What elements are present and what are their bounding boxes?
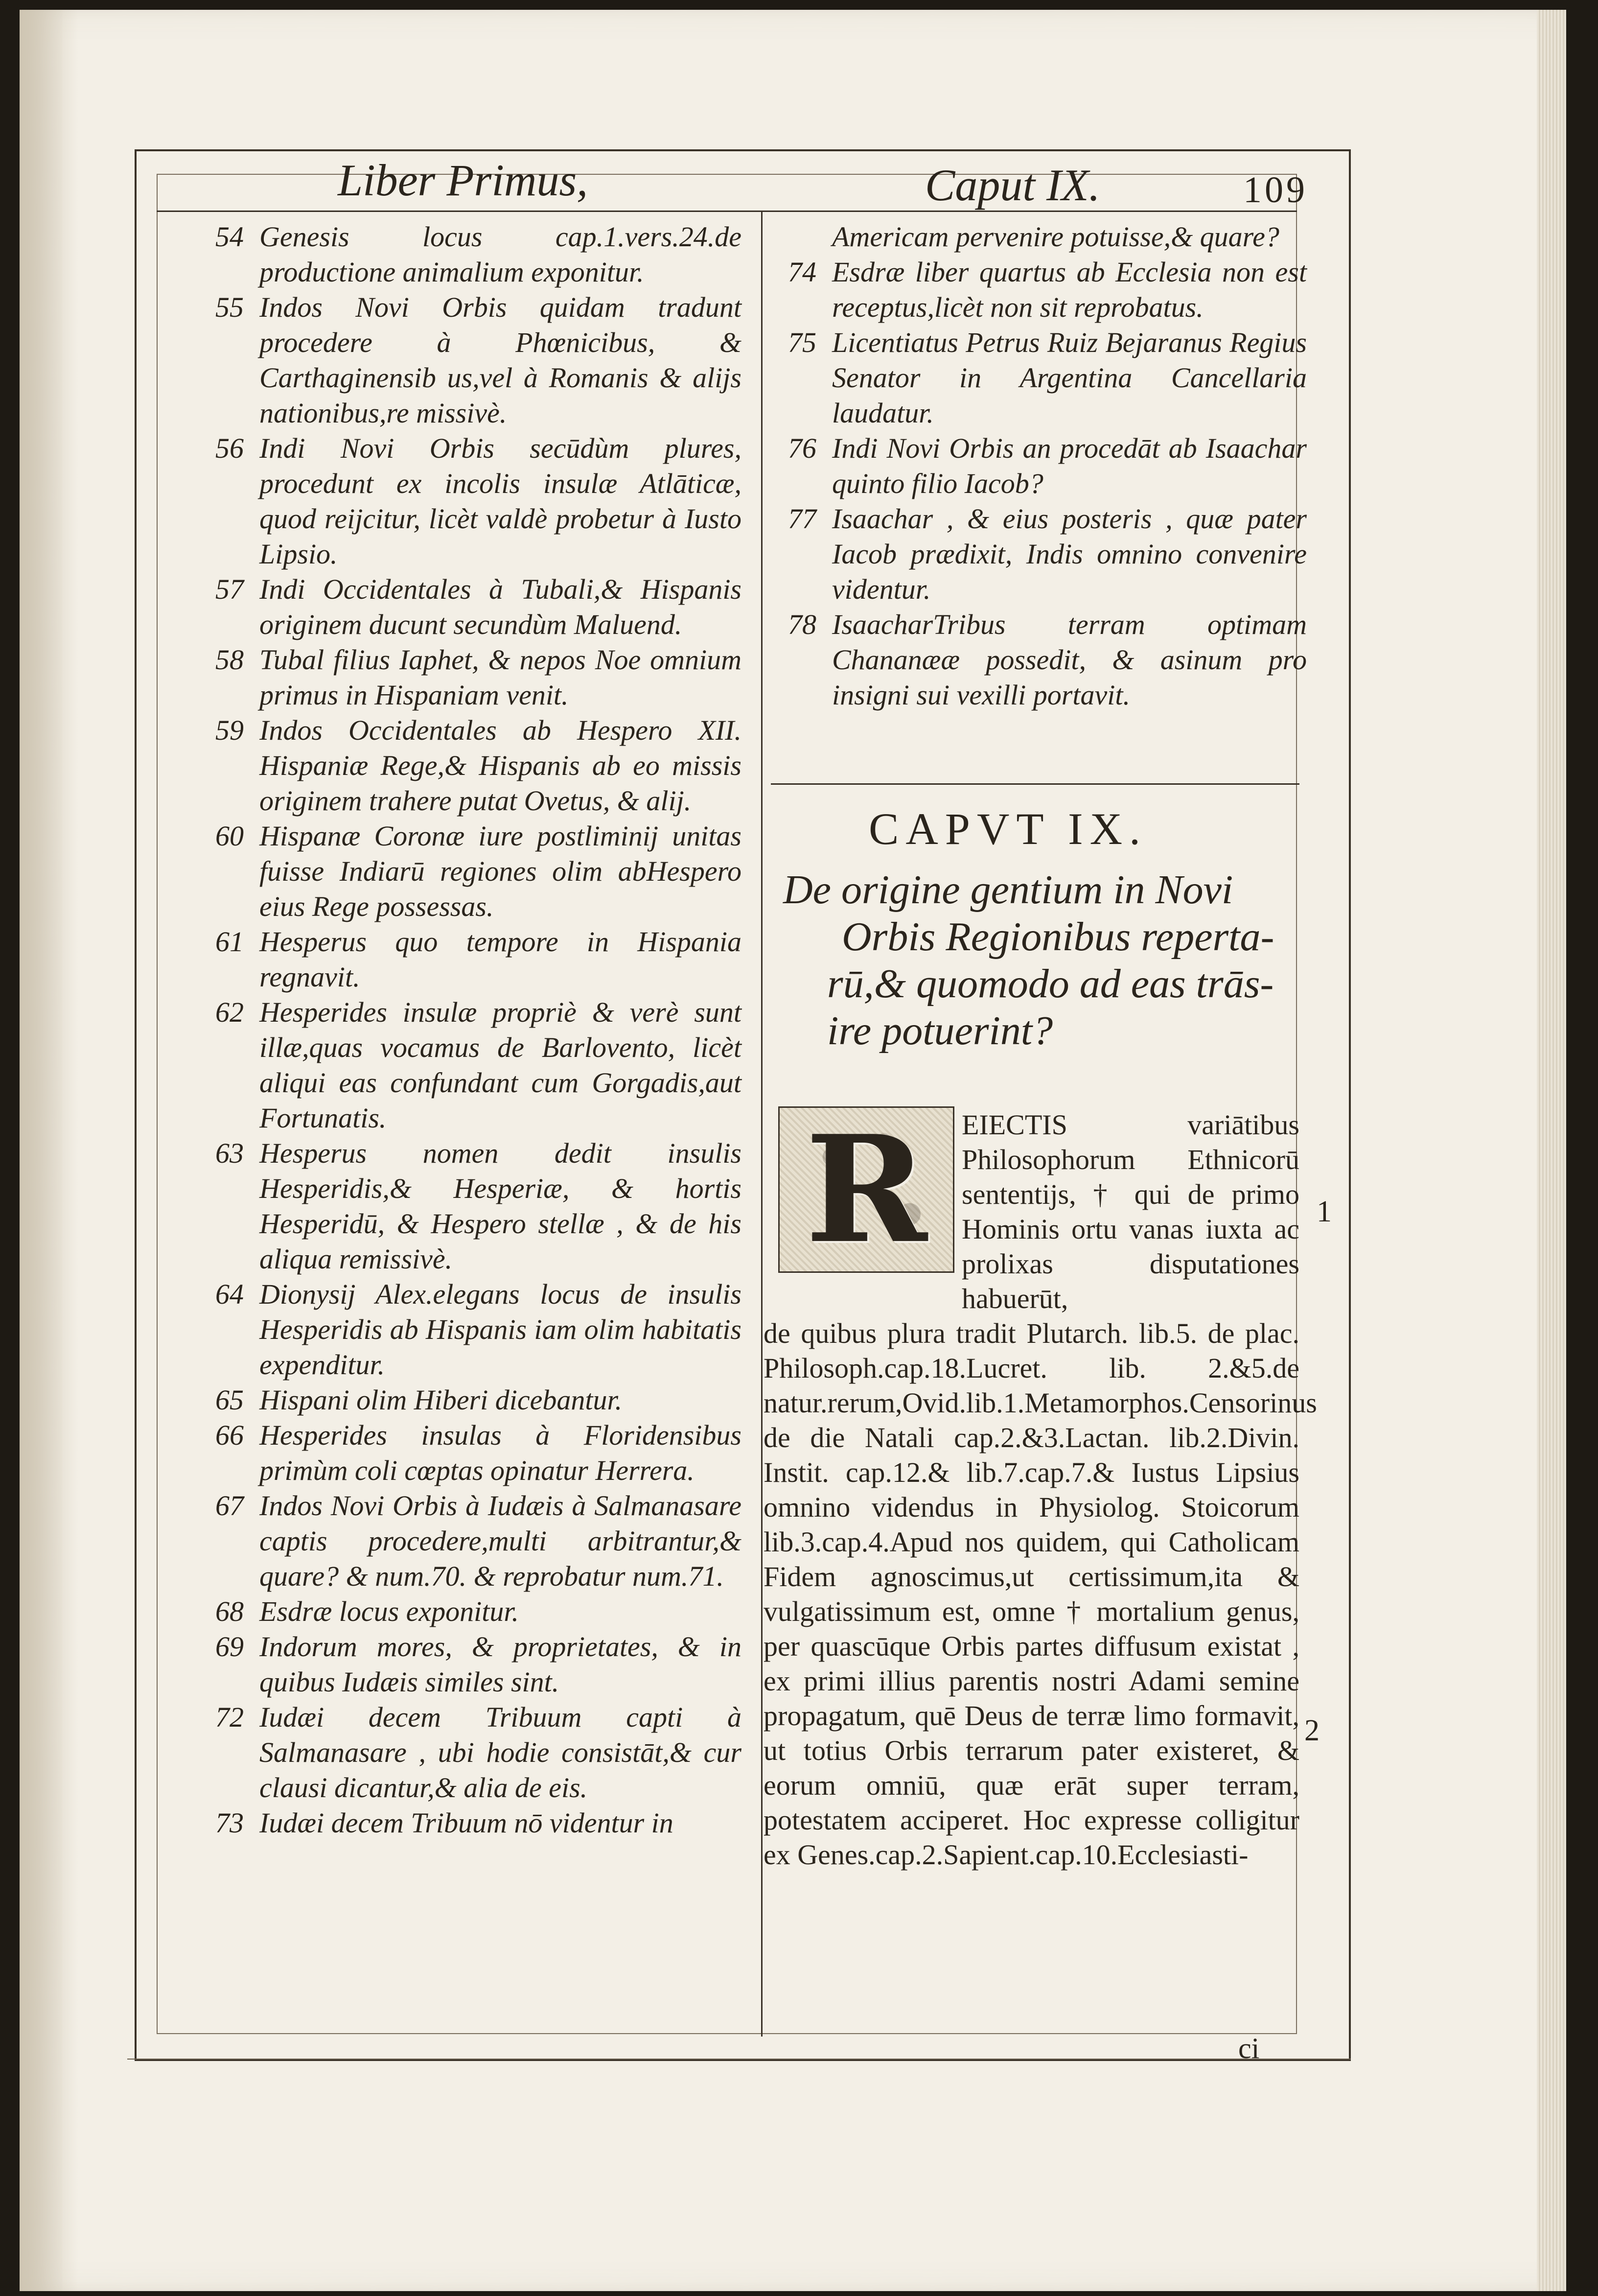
entry-text: Genesis locus cap.1.vers.24.de productione animalium exponitur. (259, 221, 741, 288)
entry-text: Indorum mores, & proprietates, & in quibus Iudæis similes sint. (259, 1631, 741, 1698)
summary-entry (215, 1277, 741, 1382)
margin-note-2: 2 (1304, 1714, 1320, 1747)
header-rule (157, 211, 1297, 212)
entry-number: 66 (215, 1419, 244, 1451)
decorated-initial-image (778, 1103, 954, 1276)
entry-number: 73 (215, 1807, 244, 1839)
entry-number: 78 (788, 609, 816, 640)
summary-entry (788, 607, 1307, 713)
summary-continuation: Americam pervenire potuisse,& quare? (832, 221, 1279, 253)
entry-text: Esdræ locus exponitur. (259, 1595, 519, 1627)
entry-number: 75 (788, 327, 816, 358)
entry-text: Hesperides insulas à Floridensibus primùm coli cœptas opinatur Herrera. (259, 1419, 741, 1486)
entry-number: 68 (215, 1595, 244, 1627)
entry-text: Indos Novi Orbis quidam tradunt procedere à Phœnicibus, & Carthaginensib us,vel à Romanis & alijs nationibus,re missivè. (259, 291, 741, 429)
summary-entry (215, 431, 741, 572)
summary-entry (215, 1594, 741, 1629)
entry-text: Isaachar , & eius posteris , quæ pater Iacob prædixit, Indis omnino convenire videntur. (832, 503, 1307, 605)
entry-text: Hesperus nomen dedit insulis Hesperidis,& Hesperiæ, & hortis Hesperidū, & Hespero stellæ , & de his aliqua remissivè. (259, 1137, 741, 1275)
initial-letter: R (805, 1103, 927, 1276)
entry-number: 62 (215, 996, 244, 1028)
entry-text: Indi Novi Orbis an procedāt ab Isaachar quinto filio Iacob? (832, 432, 1307, 499)
entry-number: 54 (215, 221, 244, 253)
summary-entry (215, 1700, 741, 1805)
entry-number: 69 (215, 1631, 244, 1663)
chapter-subtitle (783, 867, 1312, 1054)
summary-column-left (215, 219, 741, 1841)
entry-text: Hispani olim Hiberi dicebantur. (259, 1384, 623, 1416)
running-head-left: Liber Primus, (338, 155, 588, 205)
entry-number: 56 (215, 432, 244, 464)
summary-entry (215, 1488, 741, 1594)
entry-number: 59 (215, 714, 244, 746)
catchword: ci (1238, 2032, 1260, 2064)
entry-number: 57 (215, 573, 244, 605)
summary-entry (215, 219, 741, 290)
summary-entry (215, 290, 741, 431)
page-number: 109 (1243, 169, 1308, 211)
summary-entry (215, 713, 741, 819)
chapter-title: CAPVT IX. (869, 804, 1148, 854)
entry-number: 64 (215, 1278, 244, 1310)
entry-text: Dionysij Alex.elegans locus de insulis Hesperidis ab Hispanis iam olim habitatis expenditur. (259, 1278, 741, 1381)
entry-number: 63 (215, 1137, 244, 1169)
summary-entry (788, 325, 1307, 431)
summary-column-right (788, 219, 1307, 713)
summary-entry (215, 1136, 741, 1277)
entry-number: 72 (215, 1701, 244, 1733)
entry-text: Licentiatus Petrus Ruiz Bejaranus Regius Senator in Argentina Cancellaria laudatur. (832, 327, 1307, 429)
chapter-rule (771, 783, 1299, 785)
body-text: de quibus plura tradit Plutarch. lib.5. de plac. Philosoph.cap.18.Lucret. lib. 2.&5.de natur.rerum,Ovid.lib.1.Metamorphos.Censorinus de die Natali cap.2.&3.Lactan. lib.2.Divin. Instit. cap.12.& lib.7.cap.7.& Iustus Lipsius omnino videndus in Physiolog. Stoicorum lib.3.cap.4.Apud nos quidem, qui Catholicam Fidem agnoscimus,ut certissimum,ita & vulgatissimum est, omne † mortalium genus, per quascūque Orbis partes diffusum existat , ex primi illius parentis nostri Adami semine propagatum, quē Deus de terræ limo formavit, ut totius Orbis terrarum pater existeret, & eorum omniū, quæ erāt super terram, potestatem acciperet. Hoc expresse colligitur ex Genes.cap.2.Sapient.cap.10.Ecclesiasti- (764, 1317, 1317, 1871)
entry-number: 77 (788, 503, 816, 535)
running-head-right: Caput IX. (925, 160, 1100, 210)
entry-text: Iudæi decem Tribuum capti à Salmanasare , ubi hodie consistāt,& cur clausi dicantur,& alia de eis. (259, 1701, 741, 1804)
summary-entry (215, 1418, 741, 1488)
entry-number: 76 (788, 432, 816, 464)
entry-number: 67 (215, 1490, 244, 1522)
entry-text: Indi Occidentales à Tubali,& Hispanis originem ducunt secundùm Maluend. (259, 573, 741, 640)
entry-number: 60 (215, 820, 244, 852)
entry-number: 61 (215, 926, 244, 958)
body-text-opening: EIECTIS variātibus Philosophorum Ethnicorū sententijs, † qui de primo Hominis ortu vanas iuxta ac prolixas disputationes habuerūt, (962, 1109, 1299, 1314)
entry-text: Hesperus quo tempore in Hispania regnavit. (259, 926, 741, 993)
entry-number: 58 (215, 644, 244, 676)
entry-text: Indos Novi Orbis à Iudæis à Salmanasare captis procedere,multi arbitrantur,& quare? & num.70. & reprobatur num.71. (259, 1490, 741, 1592)
page-edges (1537, 10, 1566, 2291)
summary-entry (215, 572, 741, 642)
entry-text: IsaacharTribus terram optimam Chananææ possedit, & asinum pro insigni sui vexilli portavit. (832, 609, 1307, 711)
entry-number: 55 (215, 291, 244, 323)
entry-text: Tubal filius Iaphet, & nepos Noe omnium primus in Hispaniam venit. (259, 644, 741, 711)
entry-text: Esdræ liber quartus ab Ecclesia non est receptus,licèt non sit reprobatus. (832, 256, 1307, 323)
summary-entry (215, 1629, 741, 1700)
column-divider (761, 211, 763, 2037)
entry-text: Iudæi decem Tribuum nō videntur in (259, 1807, 673, 1839)
entry-text: Hispanæ Coronæ iure postliminij unitas fuisse Indiarū regiones olim abHespero eius Rege possessas. (259, 820, 741, 922)
subtitle-line: rū,& quomodo ad eas trās- (827, 961, 1274, 1007)
binding-gutter (20, 10, 78, 2291)
entry-number: 65 (215, 1384, 244, 1416)
entry-number: 74 (788, 256, 816, 288)
summary-entry (788, 501, 1307, 607)
margin-note-1: 1 (1317, 1195, 1332, 1228)
summary-entry (215, 1382, 741, 1418)
entry-text: Indos Occidentales ab Hespero XII. Hispaniæ Rege,& Hispanis ab eo missis originem trahere putat Ovetus, & alij. (259, 714, 741, 817)
entry-text: Indi Novi Orbis secūdùm plures, procedunt ex incolis insulæ Atlāticæ, quod reijcitur, licèt valdè probetur à Iusto Lipsio. (259, 432, 741, 570)
subtitle-line: ire potuerint? (827, 1008, 1053, 1054)
summary-entry (215, 1805, 741, 1841)
summary-entry (788, 255, 1307, 325)
summary-entry (215, 819, 741, 924)
summary-entry (788, 431, 1307, 501)
summary-entry (215, 995, 741, 1136)
subtitle-line: De origine gentium in Novi (783, 867, 1233, 913)
summary-entry (215, 642, 741, 713)
subtitle-line: Orbis Regionibus reperta- (842, 914, 1274, 960)
entry-text: Hesperides insulæ propriè & verè sunt illæ,quas vocamus de Barlovento, licèt aliqui eas confundant cum Gorgadis,aut Fortunatis. (259, 996, 741, 1134)
summary-entry (215, 924, 741, 995)
bottom-rule (127, 2059, 1351, 2060)
